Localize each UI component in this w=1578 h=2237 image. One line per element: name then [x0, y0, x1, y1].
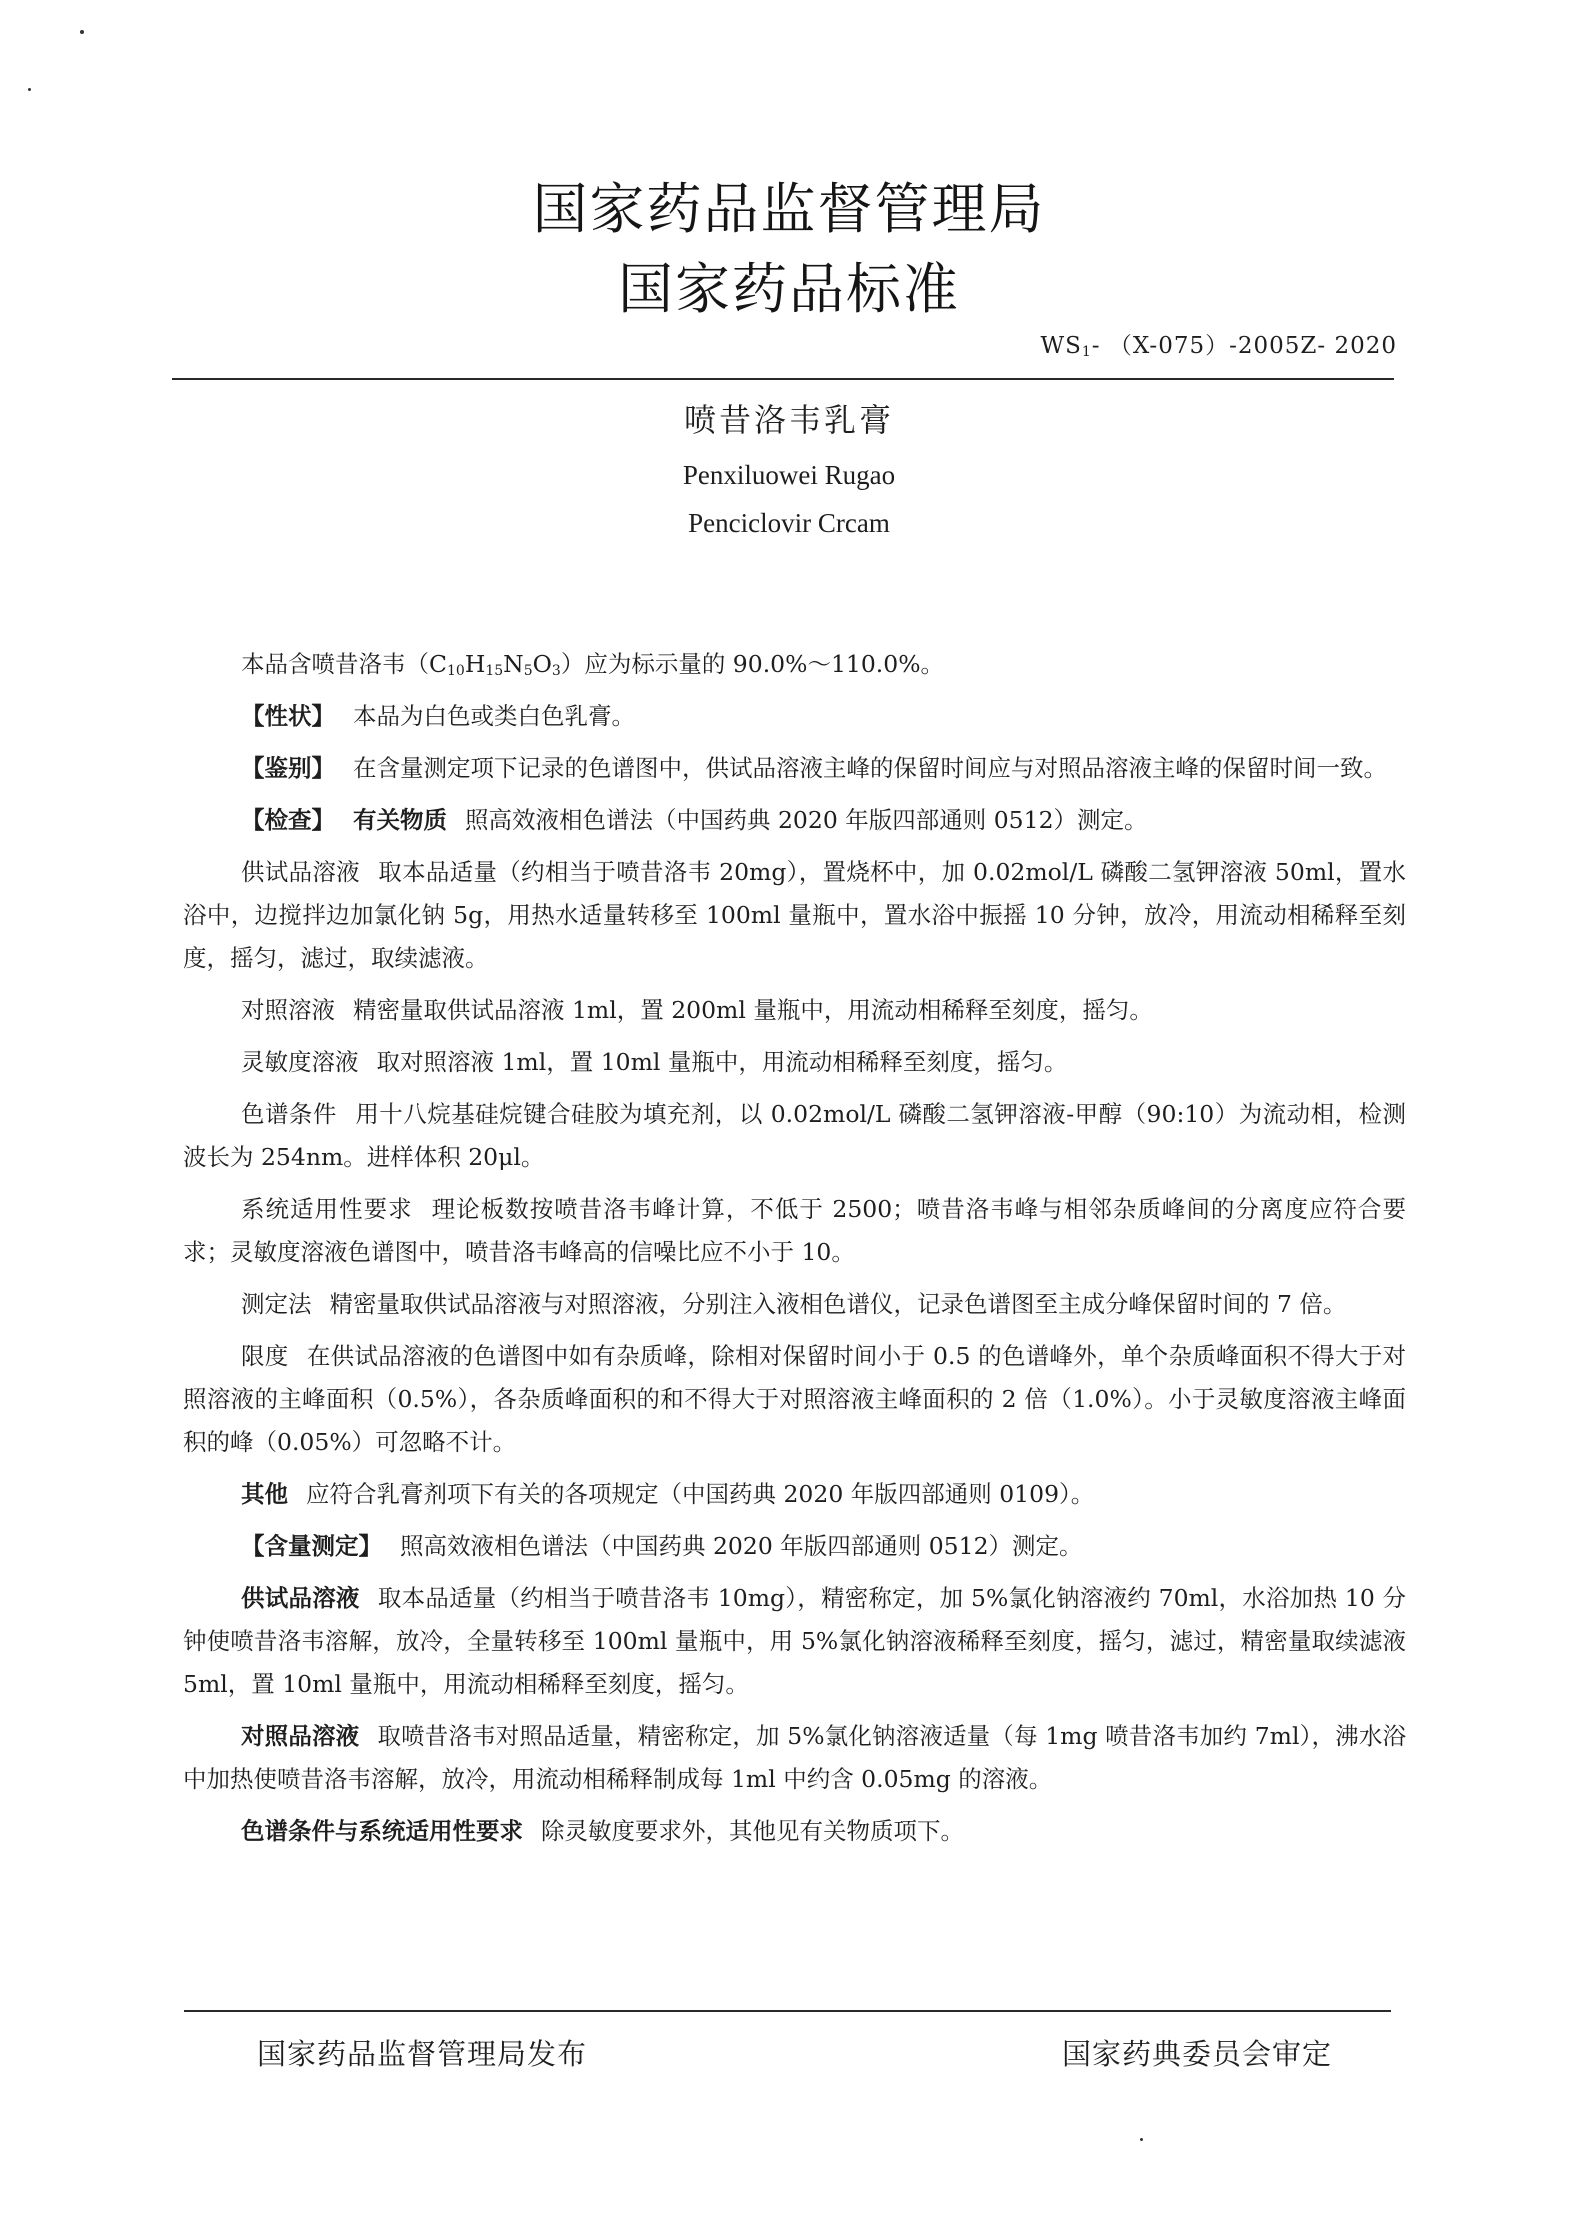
section-label: 【鉴别】 [241, 754, 335, 782]
standard-body [183, 643, 1406, 1862]
system-suitability: 系统适用性要求 理论板数按喷昔洛韦峰计算，不低于 2500；喷昔洛韦峰与相邻杂质峰间的分离度应符合要求；灵敏度溶液色谱图中，喷昔洛韦峰高的信噪比应不小于 10。 [183, 1195, 1407, 1266]
scan-speck [80, 30, 84, 34]
section-label: 【检查】 [241, 806, 335, 834]
reviewer: 国家药典委员会审定 [1061, 2037, 1332, 2071]
identification-section: 【鉴别】 在含量测定项下记录的色谱图中，供试品溶液主峰的保留时间应与对照品溶液主峰的保留时间一致。 [241, 754, 1387, 782]
scan-speck [28, 88, 31, 91]
assay-conditions: 色谱条件与系统适用性要求 除灵敏度要求外，其他见有关物质项下。 [241, 1817, 964, 1845]
inspection-section: 【检查】 有关物质 照高效液相色谱法（中国药典 2020 年版四部通则 0512）测定。 [241, 806, 1148, 834]
product-english: Penciclovir Crcam [688, 508, 890, 538]
assay-reference-solution: 对照品溶液 取喷昔洛韦对照品适量，精密称定，加 5%氯化钠溶液适量（每 1mg 喷昔洛韦加约 7ml），沸水浴中加热使喷昔洛韦溶解，放冷，用流动相稀释制成每 1ml 中约含 0.05mg 的溶液。 [183, 1722, 1406, 1793]
footer-divider [184, 2010, 1391, 2012]
standard-title: 国家药品标准 [617, 257, 960, 321]
sensitivity-solution: 灵敏度溶液 取对照溶液 1ml，置 10ml 量瓶中，用流动相稀释至刻度，摇匀。 [241, 1048, 1068, 1076]
agency-title: 国家药品监督管理局 [532, 177, 1046, 241]
chromatographic-conditions: 色谱条件 用十八烷基硅烷键合硅胶为填充剂，以 0.02mol/L 磷酸二氢钾溶液-甲醇（90:10）为流动相，检测波长为 254nm。进样体积 20μl。 [183, 1100, 1406, 1171]
section-label: 【性状】 [241, 702, 335, 730]
limits: 限度 在供试品溶液的色谱图中如有杂质峰，除相对保留时间小于 0.5 的色谱峰外，单个杂质峰面积不得大于对照溶液的主峰面积（0.5%），各杂质峰面积的和不得大于对照溶液主峰面积的 2 倍（1.0%）。小于灵敏度溶液主峰面积的峰（0.05%）可忽略不计。 [183, 1342, 1407, 1456]
procedure: 测定法 精密量取供试品溶液与对照溶液，分别注入液相色谱仪，记录色谱图至主成分峰保留时间的 7 倍。 [241, 1290, 1347, 1318]
section-label: 【含量测定】 [241, 1532, 382, 1560]
assay-test-solution: 供试品溶液 取本品适量（约相当于喷昔洛韦 10mg），精密称定，加 5%氯化钠溶液约 70ml，水浴加热 10 分钟使喷昔洛韦溶解，放冷，全量转移至 100ml 量瓶中，用 5%氯化钠溶液稀释至刻度，摇匀，滤过，精密量取续滤液 5ml，置 10ml 量瓶中，用流动相稀释至刻度，摇匀。 [183, 1584, 1407, 1698]
document-number: $WS_1-$ （X-075）-2005Z- 2020 [1040, 333, 1397, 360]
description-section: 【性状】 本品为白色或类白色乳膏。 [241, 702, 635, 730]
reference-solution: 对照溶液 精密量取供试品溶液 1ml，置 200ml 量瓶中，用流动相稀释至刻度，摇匀。 [241, 996, 1153, 1024]
assay-section: 【含量测定】 照高效液相色谱法（中国药典 2020 年版四部通则 0512）测定。 [241, 1532, 1083, 1560]
product-name: 喷昔洛韦乳膏 [683, 401, 894, 439]
other-requirements: 其他 应符合乳膏剂项下有关的各项规定（中国药典 2020 年版四部通则 0109）。 [241, 1480, 1095, 1508]
issuer: 国家药品监督管理局发布 [257, 2037, 588, 2071]
scan-speck [1140, 2138, 1143, 2141]
product-pinyin: Penxiluowei Rugao [682, 460, 896, 490]
test-solution: 供试品溶液 取本品适量（约相当于喷昔洛韦 20mg），置烧杯中，加 0.02mol/L 磷酸二氢钾溶液 50ml，置水浴中，边搅拌边加氯化钠 5g，用热水适量转移至 100ml 量瓶中，置水浴中振摇 10 分钟，放冷，用流动相稀释至刻度，摇匀，滤过，取续滤液。 [183, 858, 1407, 972]
content-paragraph: 本品含喷昔洛韦$(C_{10}H_{15}N_5O_3)$应为标示量的 90.0%～110.0%。 [241, 650, 945, 679]
header-divider [172, 378, 1394, 380]
